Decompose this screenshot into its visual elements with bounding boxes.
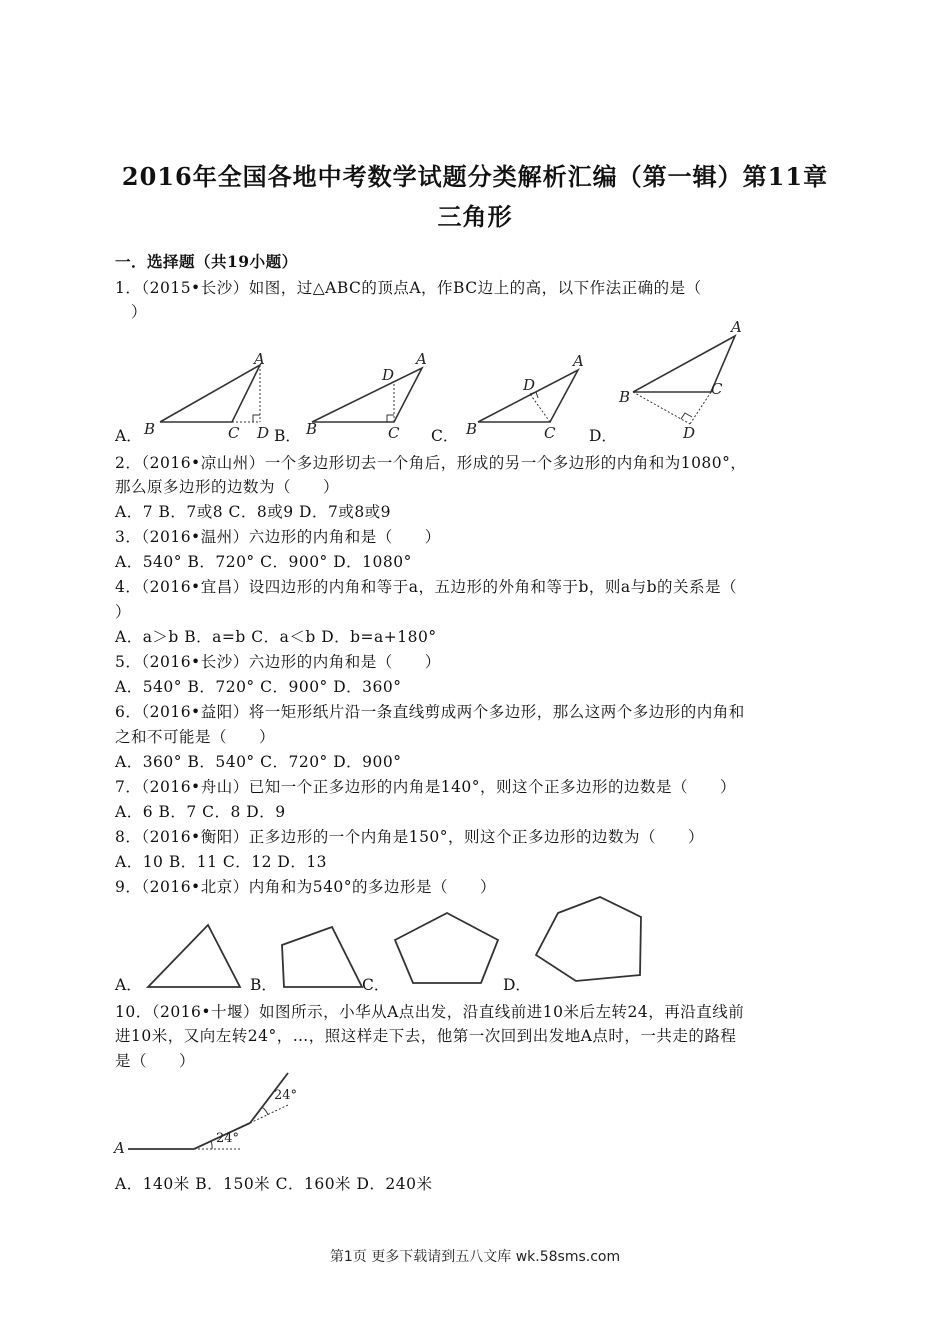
- label-d: D: [257, 424, 270, 442]
- q9-hexagon: [528, 893, 648, 993]
- label-d: D: [683, 424, 696, 442]
- question-8-answers: A．10 B．11 C．12 D．13: [115, 853, 328, 871]
- question-4-text: 4．（2016•宜昌）设四边形的内角和等于a，五边形的外角和等于b，则a与b的关系是（: [115, 578, 738, 596]
- question-1-text-cont: ）: [115, 303, 148, 321]
- label-c: C: [544, 424, 556, 442]
- label-a: A: [254, 350, 265, 368]
- question-5-answers: A．540° B．720° C．900° D．360°: [115, 678, 402, 696]
- page-footer: 第1页 更多下载请到五八文库 wk.58sms.com: [329, 1249, 621, 1265]
- question-8-text: 8．（2016•衡阳）正多边形的一个内角是150°，则这个正多边形的边数为（ ）: [115, 828, 705, 846]
- q9-option-c: C．: [362, 976, 390, 994]
- label-a: A: [731, 318, 742, 336]
- label-start: A: [114, 1139, 125, 1157]
- q9-option-d: D．: [503, 976, 531, 994]
- label-d: D: [382, 366, 395, 384]
- label-b: B: [144, 420, 156, 438]
- question-7-text: 7．（2016•舟山）已知一个正多边形的内角是140°，则这个正多边形的边数是（ ）: [115, 778, 737, 796]
- page-subtitle: 三角形: [437, 202, 513, 231]
- question-4-text-cont: ）: [115, 603, 132, 621]
- question-4-answers: A．a＞b B．a=b C．a＜b D．b=a+180°: [115, 628, 437, 646]
- label-c: C: [228, 424, 240, 442]
- question-6-text-cont: 之和不可能是（ ）: [115, 728, 276, 746]
- question-10-text-end: 是（ ）: [115, 1052, 196, 1070]
- q9-triangle: [140, 915, 250, 995]
- label-d: D: [523, 376, 536, 394]
- q9-pentagon: [385, 905, 515, 995]
- q1-option-a: A．: [115, 427, 142, 445]
- question-1-text: 1．（2015•长沙）如图，过△ABC的顶点A，作BC边上的高，以下作法正确的是（: [115, 279, 702, 297]
- q1-option-c: C．: [431, 427, 459, 445]
- q1-figure-b: [300, 350, 440, 440]
- label-a: A: [573, 352, 584, 370]
- section-heading: 一．选择题（共19小题）: [115, 252, 298, 271]
- label-a: A: [416, 350, 427, 368]
- question-9-text: 9．（2016•北京）内角和为540°的多边形是（ ）: [115, 878, 497, 896]
- question-3-answers: A．540° B．720° C．900° D．1080°: [115, 553, 412, 571]
- question-6-text: 6．（2016•益阳）将一矩形纸片沿一条直线剪成两个多边形，那么这两个多边形的内角和: [115, 703, 745, 721]
- q1-figure-a: [140, 350, 280, 440]
- question-7-answers: A．6 B．7 C．8 D．9: [115, 803, 286, 821]
- q10-figure: [112, 1065, 342, 1160]
- q1-option-b: B．: [274, 427, 301, 445]
- question-10-answers: A．140米 B．150米 C．160米 D．240米: [115, 1175, 433, 1193]
- question-2-text-cont: 那么原多边形的边数为（ ）: [115, 478, 340, 496]
- label-c: C: [711, 380, 723, 398]
- q1-figure-d: [615, 320, 755, 440]
- q9-quadrilateral: [272, 915, 372, 995]
- question-10-text: 10．（2016•十堰）如图所示，小华从A点出发，沿直线前进10米后左转24，再沿直线前: [115, 1003, 745, 1021]
- question-6-answers: A．360° B．540° C．720° D．900°: [115, 753, 402, 771]
- q1-option-d: D．: [589, 427, 617, 445]
- q9-option-b: B．: [250, 976, 277, 994]
- q9-option-a: A．: [115, 976, 142, 994]
- label-b: B: [619, 388, 631, 406]
- question-3-text: 3．（2016•温州）六边形的内角和是（ ）: [115, 528, 441, 546]
- question-10-text-cont: 进10米，又向左转24°，…，照这样走下去，他第一次回到出发地A点时，一共走的路程: [115, 1027, 737, 1045]
- label-c: C: [388, 424, 400, 442]
- question-5-text: 5．（2016•长沙）六边形的内角和是（ ）: [115, 653, 441, 671]
- label-b: B: [306, 420, 318, 438]
- q1-figure-c: [460, 350, 590, 440]
- page-title: 2016年全国各地中考数学试题分类解析汇编（第一辑）第11章: [121, 162, 829, 191]
- label-b: B: [466, 420, 478, 438]
- angle-label-1: 24°: [216, 1131, 240, 1146]
- question-2-text: 2．（2016•凉山州）一个多边形切去一个角后，形成的另一个多边形的内角和为1080°，: [115, 454, 747, 472]
- angle-label-2: 24°: [274, 1088, 298, 1103]
- question-2-answers: A．7 B．7或8 C．8或9 D．7或8或9: [115, 503, 392, 521]
